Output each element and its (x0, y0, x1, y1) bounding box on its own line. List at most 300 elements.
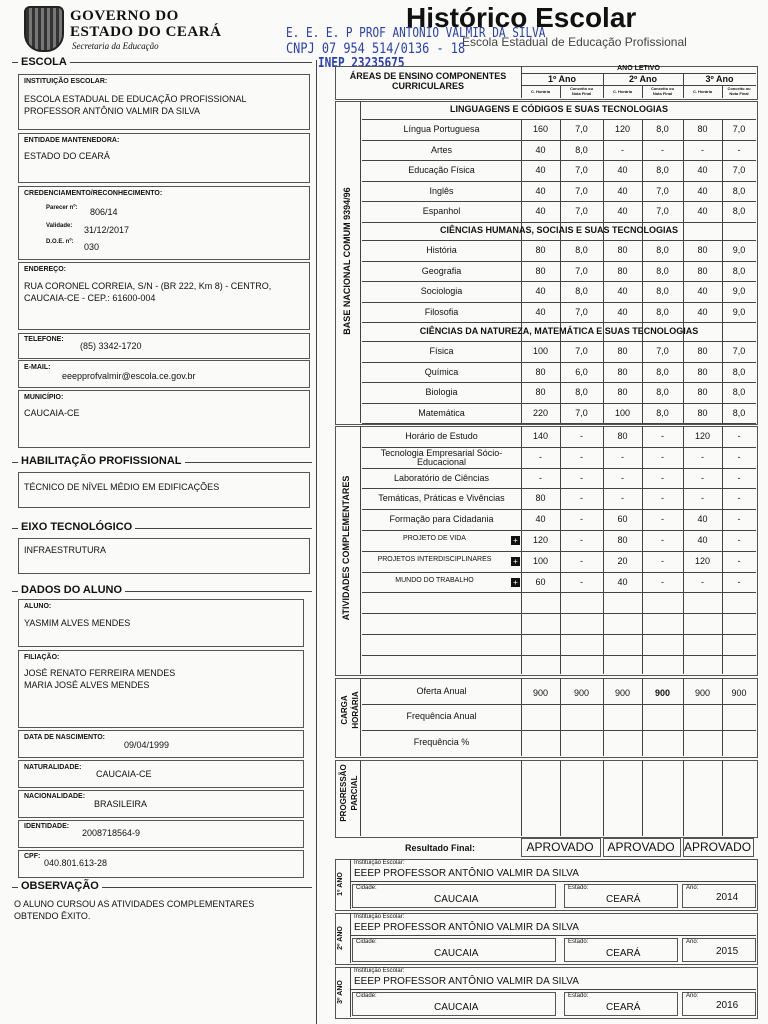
col-divider (683, 760, 684, 836)
field-value: 806/14 (90, 207, 118, 217)
grade-cell: 8,0 (575, 144, 588, 155)
activity-cell: - (737, 493, 741, 504)
field-label: IDENTIDADE: (24, 823, 70, 830)
oferta-cell: 900 (573, 688, 590, 698)
city-value: CAUCAIA (434, 948, 479, 959)
section-aluno: DADOS DO ALUNO (18, 584, 125, 596)
area-header: CIÊNCIAS HUMANAS, SOCIAIS E SUAS TECNOLOGIAS (439, 225, 679, 235)
inst-value: EEEP PROFESSOR ANTÔNIO VALMIR DA SILVA (354, 868, 579, 879)
activity-cell: - (661, 535, 664, 545)
areas-header: CURRICULARES (392, 81, 464, 91)
row-divider (362, 222, 756, 223)
col-divider (350, 859, 351, 909)
field-value: (85) 3342-1720 (80, 341, 142, 351)
oferta-cell: 900 (731, 688, 747, 698)
field-value: CAUCAIA-CE (96, 769, 152, 779)
student-name: YASMIM ALVES MENDES (24, 618, 131, 628)
subject-name: Biologia (425, 387, 458, 397)
carga-label: HORÁRIA (351, 691, 360, 729)
subject-name: Artes (430, 144, 452, 155)
page-subtitle: Escola Estadual de Educação Profissional (462, 35, 687, 49)
subject-name: Inglês (429, 185, 454, 196)
activity-cell: 100 (532, 555, 549, 566)
field-label: NATURALIDADE: (24, 764, 82, 771)
nota-header: Conceito ou (569, 86, 594, 91)
grade-cell: 7,0 (732, 124, 746, 134)
grade-cell: 8,0 (656, 366, 669, 377)
grade-cell: 7,0 (656, 206, 669, 217)
state-value: CEARÁ (606, 1002, 641, 1013)
activity-cell: - (621, 451, 624, 462)
row-divider (362, 530, 756, 531)
field-label: CREDENCIAMENTO/RECONHECIMENTO: (24, 190, 163, 197)
field-label: ENTIDADE MANTENEDORA: (24, 137, 120, 144)
year-header: 3º Ano (705, 74, 734, 84)
row-divider (362, 704, 756, 705)
grade-cell: 8,0 (732, 387, 746, 397)
field-value: 040.801.613-28 (44, 858, 108, 868)
activity-cell: 60 (535, 576, 546, 587)
inst-label: Instituição Escolar: (354, 914, 405, 920)
year-side-label: 2º ANO (337, 926, 344, 950)
grade-cell: 9,0 (732, 306, 746, 317)
row-divider (362, 181, 756, 182)
field-value: CAUCAIA-CE (24, 408, 80, 418)
ativ-label: ATIVIDADES COMPLEMENTARES (341, 475, 351, 621)
grade-cell: 40 (535, 144, 546, 155)
grade-cell: 7,0 (575, 185, 588, 196)
city-label: Cidade: (356, 939, 377, 945)
activity-cell: 120 (694, 431, 711, 441)
row-divider (362, 261, 756, 262)
section-escola: ESCOLA (18, 56, 70, 68)
ch-header: C. Horária (692, 89, 713, 94)
row-divider (362, 281, 756, 282)
activity-cell: - (737, 576, 741, 587)
grade-cell: 80 (535, 366, 546, 377)
activity-cell: - (661, 493, 664, 504)
state-label: Estado: (568, 993, 589, 999)
activity-cell: - (661, 576, 664, 587)
grade-cell: 8,0 (732, 407, 746, 418)
city-label: Cidade: (356, 885, 377, 891)
grade-cell: 8,0 (575, 286, 588, 297)
subject-name: Química (424, 366, 459, 377)
grade-cell: 80 (697, 245, 708, 255)
activity-cell: - (661, 514, 664, 525)
row-divider (362, 509, 756, 510)
oferta-cell: 900 (614, 688, 631, 698)
grade-cell: 7,0 (575, 265, 588, 276)
grade-cell: 8,0 (656, 286, 669, 297)
ano-letivo-label: ANO LETIVO (617, 65, 660, 72)
row-divider (362, 322, 756, 323)
area-header: CIÊNCIAS DA NATUREZA, MATEMÁTICA E SUAS TECNOLOGIAS (419, 326, 699, 336)
row-divider (362, 240, 756, 241)
grade-cell: 80 (617, 387, 628, 397)
year-header: 1º Ano (548, 74, 576, 84)
field-value: BRASILEIRA (94, 799, 148, 809)
activity-cell: 40 (535, 514, 546, 525)
field-label: D.O.E. nº: (46, 239, 74, 245)
col-divider (360, 760, 361, 836)
grade-cell: 40 (697, 165, 708, 176)
row-divider (362, 119, 756, 120)
carga-label: CARGA (340, 695, 349, 725)
field-value: MARIA JOSÉ ALVES MENDES (24, 680, 150, 690)
activity-cell: - (701, 493, 704, 504)
activity-cell: - (737, 451, 741, 462)
activity-cell: 60 (617, 514, 628, 525)
area-header: LINGUAGENS E CÓDIGOS E SUAS TECNOLOGIAS (449, 104, 669, 114)
grade-cell: 8,0 (656, 265, 669, 276)
grade-cell: 80 (617, 245, 628, 255)
activity-name: Temáticas, Práticas e Vivências (378, 493, 505, 504)
year-header: 2º Ano (629, 74, 657, 84)
grade-cell: 80 (617, 346, 628, 356)
grade-cell: 100 (532, 346, 549, 356)
ch-header: C. Horária (612, 89, 633, 94)
year-label: Ano: (686, 993, 699, 999)
activity-cell: 80 (617, 535, 628, 545)
grade-cell: 6,0 (575, 366, 588, 377)
grade-cell: 8,0 (656, 165, 669, 176)
row-divider (362, 362, 756, 363)
field-label: ALUNO: (24, 603, 52, 610)
field-label: ENDEREÇO: (24, 266, 67, 273)
activity-cell: - (661, 472, 664, 483)
activity-cell: 40 (617, 576, 628, 587)
nota-header: Conceito ou (650, 86, 675, 91)
subject-name: Filosofia (424, 306, 459, 317)
grade-cell: 8,0 (656, 407, 669, 418)
field-value: 09/04/1999 (124, 740, 170, 750)
year-label: Ano: (686, 885, 699, 891)
subject-name: História (426, 245, 457, 255)
activity-name: MUNDO DO TRABALHO (395, 576, 474, 584)
grade-cell: 8,0 (732, 366, 746, 377)
col-divider (603, 760, 604, 836)
grade-cell: 80 (535, 265, 546, 276)
year-value: 2015 (716, 946, 739, 957)
grade-cell: 40 (697, 206, 708, 217)
row-divider (362, 634, 756, 635)
field-value: JOSÉ RENATO FERREIRA MENDES (24, 668, 176, 678)
activity-cell: - (539, 451, 542, 462)
nota-header: Nota Final (729, 91, 749, 96)
field-label: E-MAIL: (24, 364, 51, 371)
activity-cell: - (701, 451, 704, 462)
row-divider (362, 468, 756, 469)
prog-frame (335, 760, 758, 838)
inst-label: Instituição Escolar: (354, 860, 405, 866)
areas-header: ÁREAS DE ENSINO COMPONENTES (349, 71, 507, 81)
col-divider (360, 101, 361, 423)
activity-cell: 120 (694, 555, 711, 566)
row-divider (521, 85, 756, 86)
grade-cell: 80 (617, 265, 628, 276)
field-label: NACIONALIDADE: (24, 793, 86, 800)
oferta-cell: 900 (654, 688, 671, 698)
field-label: DATA DE NASCIMENTO: (24, 734, 106, 741)
activity-cell: - (661, 555, 664, 566)
grade-cell: 8,0 (575, 387, 588, 397)
grade-cell: 8,0 (732, 185, 746, 196)
activity-cell: - (621, 472, 624, 483)
activity-cell: - (737, 431, 741, 441)
result-value: APROVADO (607, 840, 675, 854)
activity-cell: - (737, 535, 741, 545)
school-stamp-line2: CNPJ 07 954 514/0136 - 18 (286, 41, 466, 57)
inst-value: EEEP PROFESSOR ANTÔNIO VALMIR DA SILVA (354, 922, 579, 933)
subject-name: Sociologia (420, 286, 463, 297)
activity-cell: - (621, 493, 624, 504)
prog-label: PROGRESSÃO (339, 764, 348, 822)
col-divider (360, 426, 361, 674)
activity-name: Laboratório de Ciências (393, 472, 490, 483)
activity-cell: - (701, 576, 704, 587)
activity-cell: - (580, 451, 583, 462)
school-stamp-line1: E. E. E. P PROF ANTONIO VALMIR DA SILVA (286, 26, 546, 41)
obs-line: O ALUNO CURSOU AS ATIVIDADES COMPLEMENTARES (14, 899, 255, 909)
expand-icon: + (511, 557, 520, 566)
eixo-value: INFRAESTRUTURA (24, 545, 107, 555)
field-label: FILIAÇÃO: (24, 654, 60, 661)
grade-cell: 9,0 (732, 286, 746, 297)
result-label: Resultado Final: (404, 843, 475, 853)
row-divider (362, 201, 756, 202)
section-observacao: OBSERVAÇÃO (18, 880, 102, 892)
grade-cell: 7,0 (575, 346, 588, 356)
subject-name: Geografia (421, 265, 462, 276)
col-divider (521, 760, 522, 836)
col-divider (642, 85, 643, 98)
field-value: RUA CORONEL CORREIA, S/N - (BR 222, Km 8) - CENTRO, (24, 281, 272, 291)
activity-cell: 20 (617, 555, 628, 566)
subject-name: Matemática (418, 407, 465, 418)
row-divider (362, 572, 756, 573)
field-value: eeepprofvalmir@escola.ce.gov.br (62, 371, 196, 381)
grade-cell: 80 (697, 407, 708, 418)
activity-cell: - (580, 555, 583, 566)
activity-cell: 120 (532, 535, 549, 545)
row-divider (362, 655, 756, 656)
school-stamp-line3: INEP 23235675 (318, 56, 405, 71)
activity-cell: - (737, 555, 741, 566)
state-label: Estado: (568, 885, 589, 891)
grade-cell: 120 (614, 124, 631, 134)
field-value: 2008718564-9 (82, 828, 141, 838)
activity-cell: - (580, 535, 583, 545)
state-value: CEARÁ (606, 948, 641, 959)
grade-cell: 40 (617, 306, 628, 317)
grade-cell: - (621, 144, 624, 155)
activity-cell: - (580, 493, 583, 504)
grade-cell: 8,0 (656, 245, 669, 255)
field-value: 31/12/2017 (84, 225, 130, 235)
activity-name: PROJETOS INTERDISCIPLINARES (377, 555, 492, 563)
activity-cell: - (580, 514, 583, 525)
grade-cell: 9,0 (732, 245, 746, 255)
grade-cell: 80 (697, 124, 708, 134)
section-eixo: EIXO TECNOLÓGICO (18, 521, 135, 533)
col-divider (642, 760, 643, 836)
activity-cell: - (661, 451, 664, 462)
activity-cell: 80 (617, 431, 628, 441)
grade-cell: 8,0 (575, 245, 588, 255)
activity-name: PROJETO DE VIDA (403, 535, 466, 542)
grade-cell: 7,0 (732, 346, 746, 356)
oferta-cell: 900 (694, 688, 711, 698)
city-value: CAUCAIA (434, 894, 479, 905)
row-divider (350, 989, 756, 990)
col-divider (350, 967, 351, 1017)
grade-cell: 40 (535, 286, 546, 297)
grade-cell: 40 (697, 286, 708, 297)
freq-label: Frequência Anual (406, 711, 477, 721)
field-label: Parecer nº: (46, 205, 78, 211)
field-value: 030 (84, 242, 100, 252)
expand-icon: + (511, 578, 520, 587)
row-divider (362, 592, 756, 593)
grade-cell: 80 (697, 265, 708, 276)
row-divider (362, 160, 756, 161)
activity-cell: - (539, 472, 542, 483)
activity-cell: 80 (535, 493, 546, 504)
grade-cell: 80 (535, 387, 546, 397)
col-divider (350, 913, 351, 963)
row-divider (350, 881, 756, 882)
grade-cell: 8,0 (732, 206, 746, 217)
row-divider (362, 302, 756, 303)
oferta-cell: 900 (532, 688, 549, 698)
row-divider (362, 551, 756, 552)
year-value: 2016 (716, 1000, 739, 1011)
field-label: TELEFONE: (24, 336, 64, 343)
result-value: APROVADO (526, 840, 594, 854)
habilitacao-value: TÉCNICO DE NÍVEL MÉDIO EM EDIFICAÇÕES (24, 482, 220, 492)
section-habilitacao: HABILITAÇÃO PROFISSIONAL (18, 455, 185, 467)
nota-header: Nota Final (652, 91, 673, 96)
result-value: APROVADO (683, 840, 752, 854)
col-divider (560, 760, 561, 836)
field-value: PROFESSOR ANTÔNIO VALMIR DA SILVA (24, 106, 201, 116)
year-side-label: 1º ANO (337, 872, 344, 896)
grade-cell: - (661, 144, 664, 155)
inst-label: Instituição Escolar: (354, 968, 405, 974)
ch-header: C. Horária (530, 89, 551, 94)
row-divider (350, 935, 756, 936)
activity-cell: - (580, 472, 583, 483)
field-value: ESCOLA ESTADUAL DE EDUCAÇÃO PROFISSIONAL (24, 94, 247, 104)
field-label: CPF: (24, 853, 41, 860)
activity-cell: - (661, 431, 664, 441)
field-value: CAUCAIA-CE - CEP.: 61600-004 (24, 293, 156, 303)
city-label: Cidade: (356, 993, 377, 999)
state-value: CEARÁ (606, 894, 641, 905)
activity-name: Horário de Estudo (405, 431, 478, 441)
field-label: INSTITUIÇÃO ESCOLAR: (24, 78, 108, 85)
row-divider (362, 730, 756, 731)
grade-cell: 40 (617, 206, 628, 217)
grade-cell: 80 (617, 366, 628, 377)
grade-cell: 80 (535, 245, 546, 255)
grade-cell: 8,0 (656, 306, 669, 317)
activity-cell: - (737, 514, 741, 525)
col-divider (722, 760, 723, 836)
subject-name: Espanhol (422, 206, 461, 217)
grade-cell: 160 (532, 124, 549, 134)
field-label: MUNICÍPIO: (24, 394, 64, 401)
grade-cell: - (737, 144, 741, 155)
row-divider (362, 341, 756, 342)
gov-line1: GOVERNO DO (70, 8, 179, 24)
grade-cell: 7,0 (575, 306, 588, 317)
grade-cell: 40 (617, 286, 628, 297)
prog-label: PARCIAL (350, 775, 359, 811)
nota-header: Nota Final (571, 91, 592, 96)
grade-cell: 7,0 (575, 124, 588, 134)
col-divider (560, 85, 561, 98)
activity-cell: 140 (532, 431, 549, 441)
grade-cell: 40 (697, 306, 708, 317)
grade-cell: 40 (535, 306, 546, 317)
obs-line: OBTENDO ÊXITO. (14, 911, 91, 921)
grade-cell: 40 (617, 165, 628, 176)
grade-cell: 7,0 (656, 346, 669, 356)
gov-line3: Secretaria da Educação (72, 41, 159, 51)
grade-cell: 40 (535, 165, 546, 176)
grade-cell: 7,0 (732, 165, 746, 176)
grade-cell: 8,0 (656, 387, 669, 397)
freqp-label: Frequência % (413, 737, 470, 747)
grade-cell: 7,0 (575, 165, 588, 176)
grade-cell: 40 (535, 206, 546, 217)
activity-cell: 40 (697, 535, 708, 545)
activity-cell: - (580, 576, 583, 587)
grade-cell: 7,0 (656, 185, 669, 196)
grade-cell: 7,0 (575, 407, 588, 418)
col-divider (722, 85, 723, 98)
grade-cell: 40 (535, 185, 546, 196)
expand-icon: + (511, 536, 520, 545)
activity-cell: - (701, 472, 704, 483)
row-divider (362, 423, 756, 424)
activity-name: Formação para Cidadania (389, 514, 494, 525)
page-title: Histórico Escolar (406, 2, 637, 33)
grade-cell: 80 (697, 346, 708, 356)
grade-cell: 80 (697, 387, 708, 397)
row-divider (362, 382, 756, 383)
activity-cell: - (580, 431, 583, 441)
field-value: ESTADO DO CEARÁ (24, 151, 110, 161)
subject-name: Língua Portuguesa (403, 124, 480, 134)
grade-cell: 80 (697, 366, 708, 377)
activity-name: Tecnologia Empresarial Sócio-Educacional (380, 447, 503, 467)
base-nacional-label: BASE NACIONAL COMUM 9394/96 (342, 187, 352, 335)
row-divider (362, 140, 756, 141)
grade-cell: 8,0 (732, 265, 746, 276)
inst-value: EEEP PROFESSOR ANTÔNIO VALMIR DA SILVA (354, 976, 579, 987)
gov-line2: ESTADO DO CEARÁ (70, 24, 222, 40)
grade-cell: 220 (532, 407, 549, 418)
activity-cell: 40 (697, 514, 708, 525)
row-divider (362, 403, 756, 404)
oferta-label: Oferta Anual (416, 686, 467, 696)
subject-name: Educação Física (408, 165, 475, 176)
year-side-label: 3º ANO (337, 980, 344, 1004)
state-label: Estado: (568, 939, 589, 945)
